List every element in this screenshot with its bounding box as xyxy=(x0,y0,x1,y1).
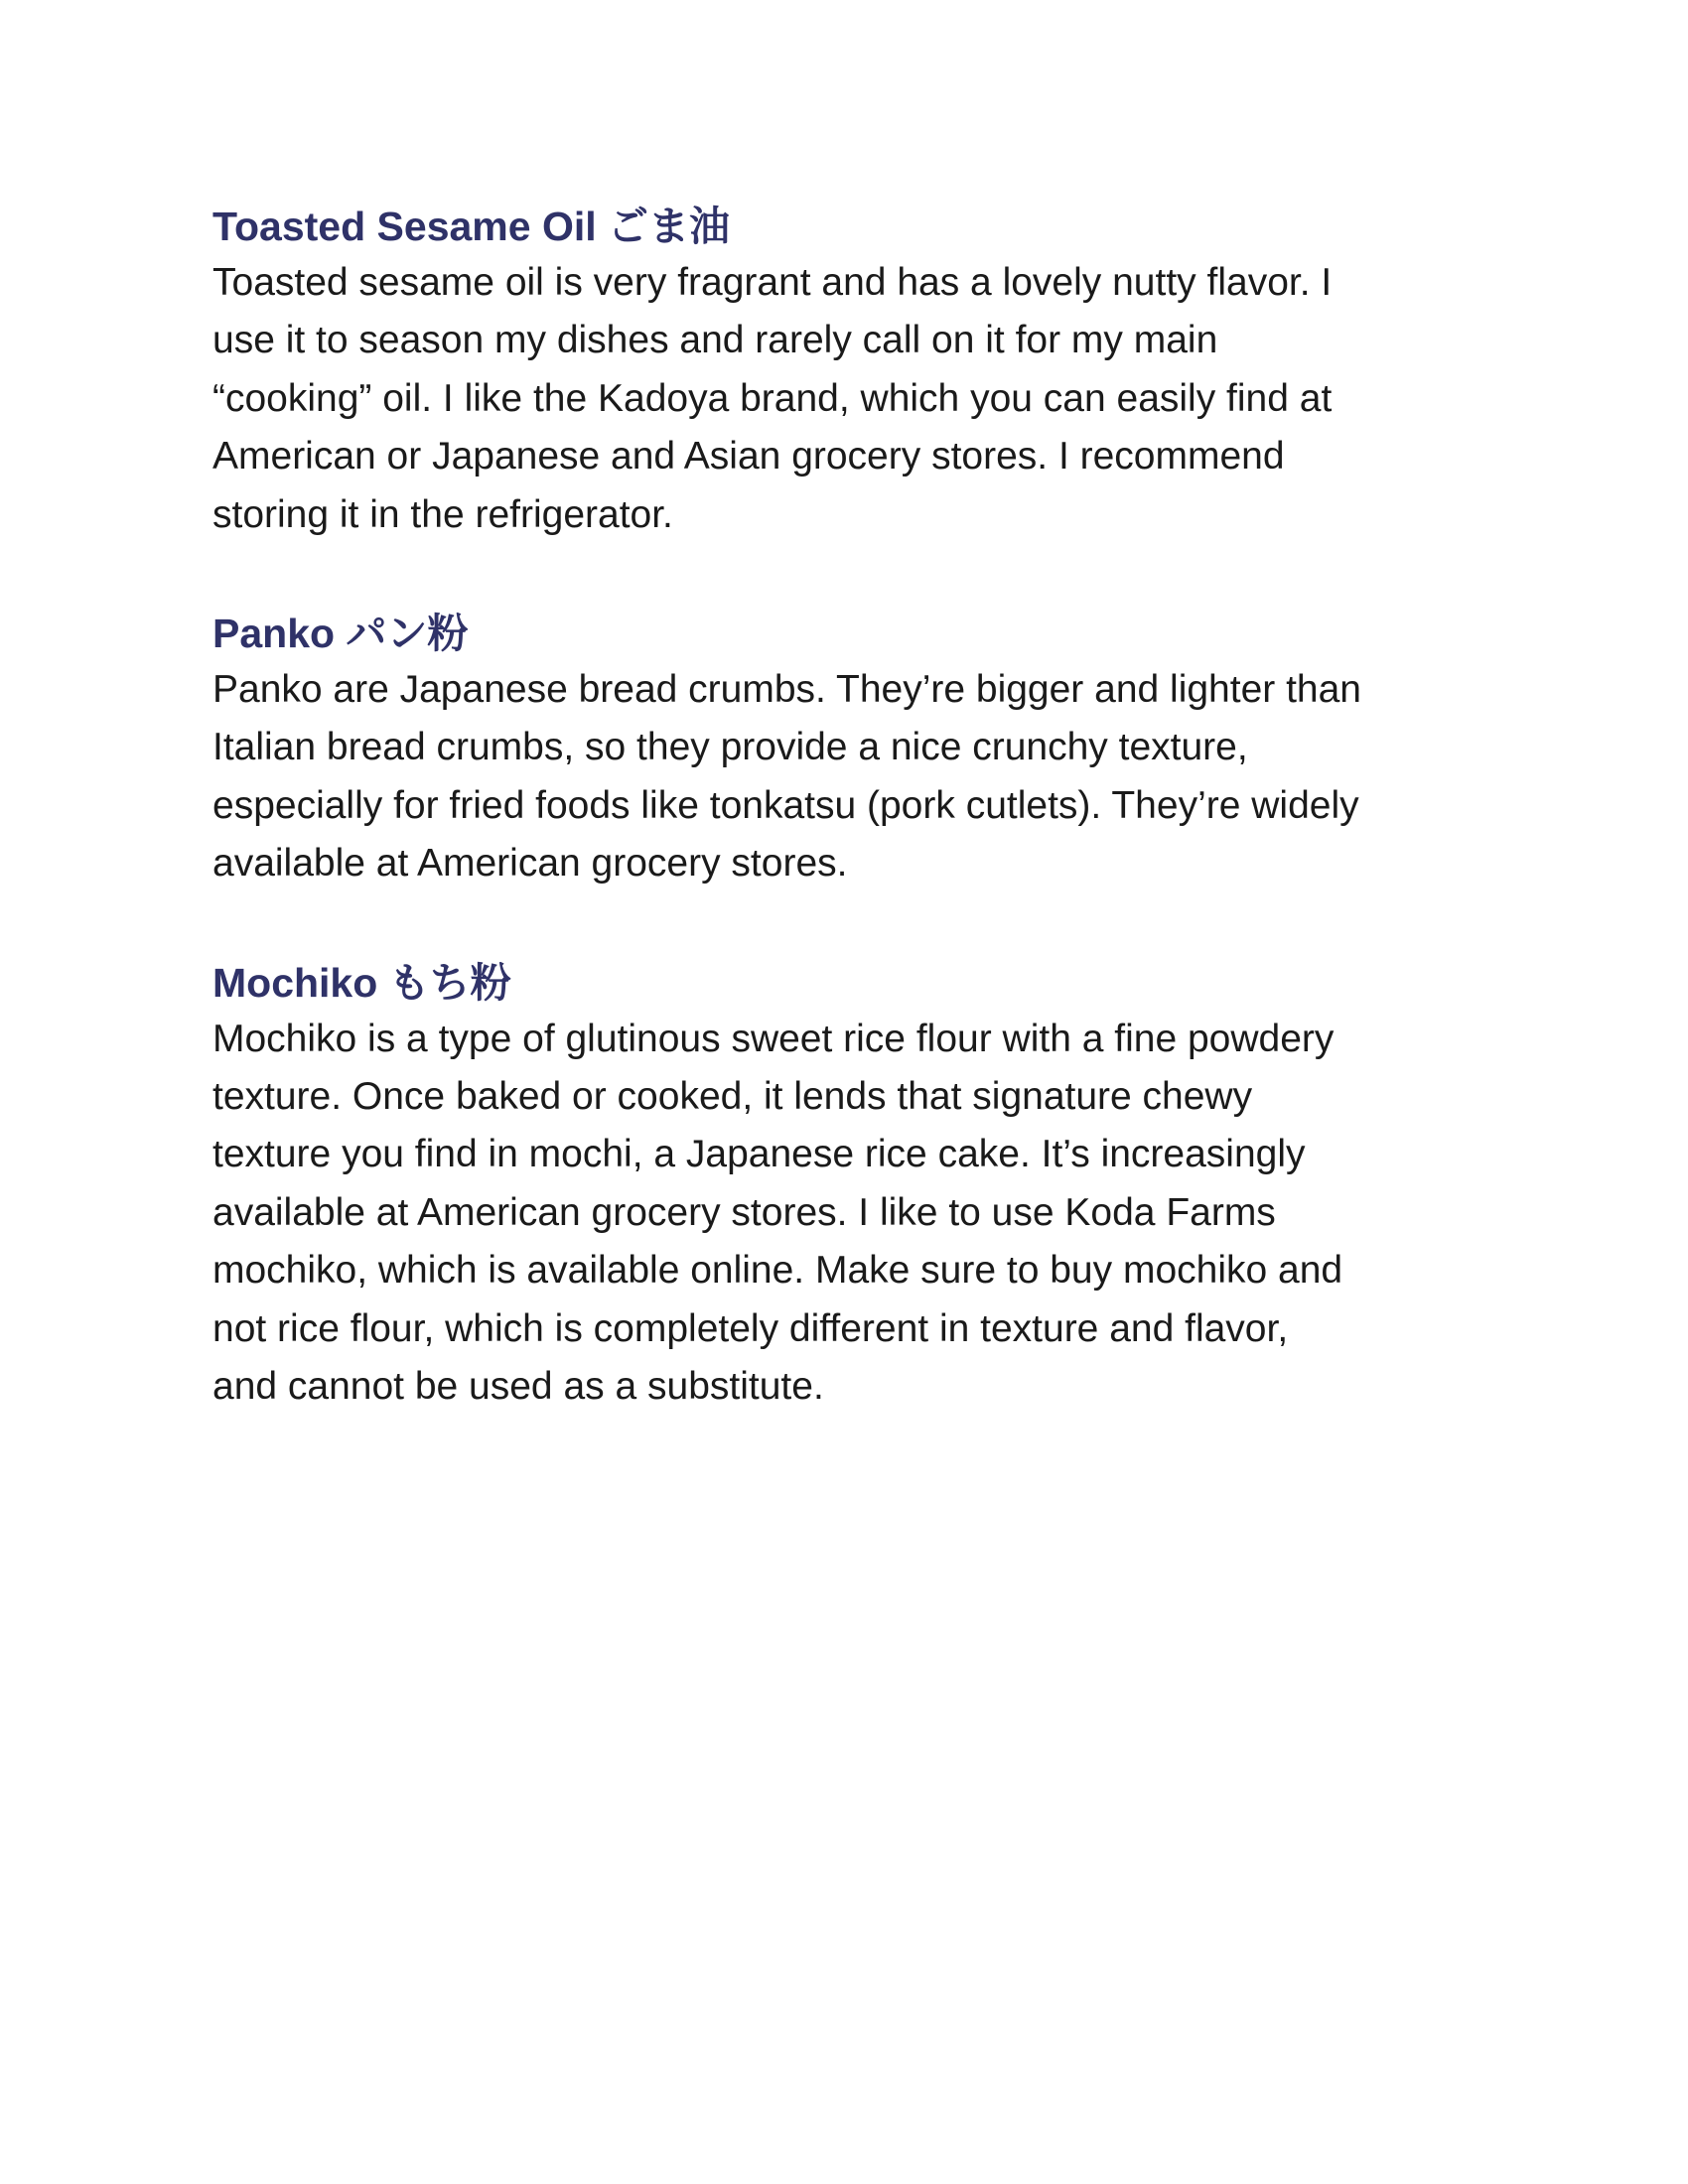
paragraph-line: use it to season my dishes and rarely call on it for my main xyxy=(212,319,1218,362)
paragraph-line: Mochiko is a type of glutinous sweet rice flour with a fine powdery xyxy=(212,1017,1335,1060)
section-mochiko xyxy=(212,955,1503,1417)
paragraph-line: especially for fried foods like tonkatsu (pork cutlets). They’re widely xyxy=(212,783,1359,827)
paragraph-line: texture. Once baked or cooked, it lends that signature chewy xyxy=(212,1075,1253,1119)
section-panko xyxy=(212,606,1503,893)
section-paragraph xyxy=(212,1011,1503,1417)
paragraph-line: mochiko, which is available online. Make sure to buy mochiko and xyxy=(212,1249,1343,1293)
paragraph-line: texture you find in mochi, a Japanese rice cake. It’s increasingly xyxy=(212,1133,1306,1176)
paragraph-line: storing it in the refrigerator. xyxy=(212,492,673,536)
paragraph-line: “cooking” oil. I like the Kadoya brand, which you can easily find at xyxy=(212,376,1333,420)
section-paragraph xyxy=(212,661,1503,893)
paragraph-line: not rice flour, which is completely different in texture and flavor, xyxy=(212,1306,1289,1350)
paragraph-line: available at American grocery stores. xyxy=(212,842,848,886)
section-heading: Toasted Sesame Oil ごま油 xyxy=(212,204,731,249)
paragraph-line: Italian bread crumbs, so they provide a nice crunchy texture, xyxy=(212,726,1248,769)
paragraph-line: American or Japanese and Asian grocery stores. I recommend xyxy=(212,435,1285,478)
paragraph-line: available at American grocery stores. I like to use Koda Farms xyxy=(212,1190,1276,1234)
section-heading: Panko パン粉 xyxy=(212,611,469,657)
section-paragraph xyxy=(212,254,1503,544)
section-toasted-sesame-oil xyxy=(212,199,1503,544)
section-heading: Mochiko もち粉 xyxy=(212,959,511,1006)
paragraph-line: and cannot be used as a substitute. xyxy=(212,1365,824,1409)
paragraph-line: Panko are Japanese bread crumbs. They’re bigger and lighter than xyxy=(212,668,1361,712)
paragraph-line: Toasted sesame oil is very fragrant and has a lovely nutty flavor. I xyxy=(212,261,1333,304)
document-page xyxy=(212,199,1503,1478)
